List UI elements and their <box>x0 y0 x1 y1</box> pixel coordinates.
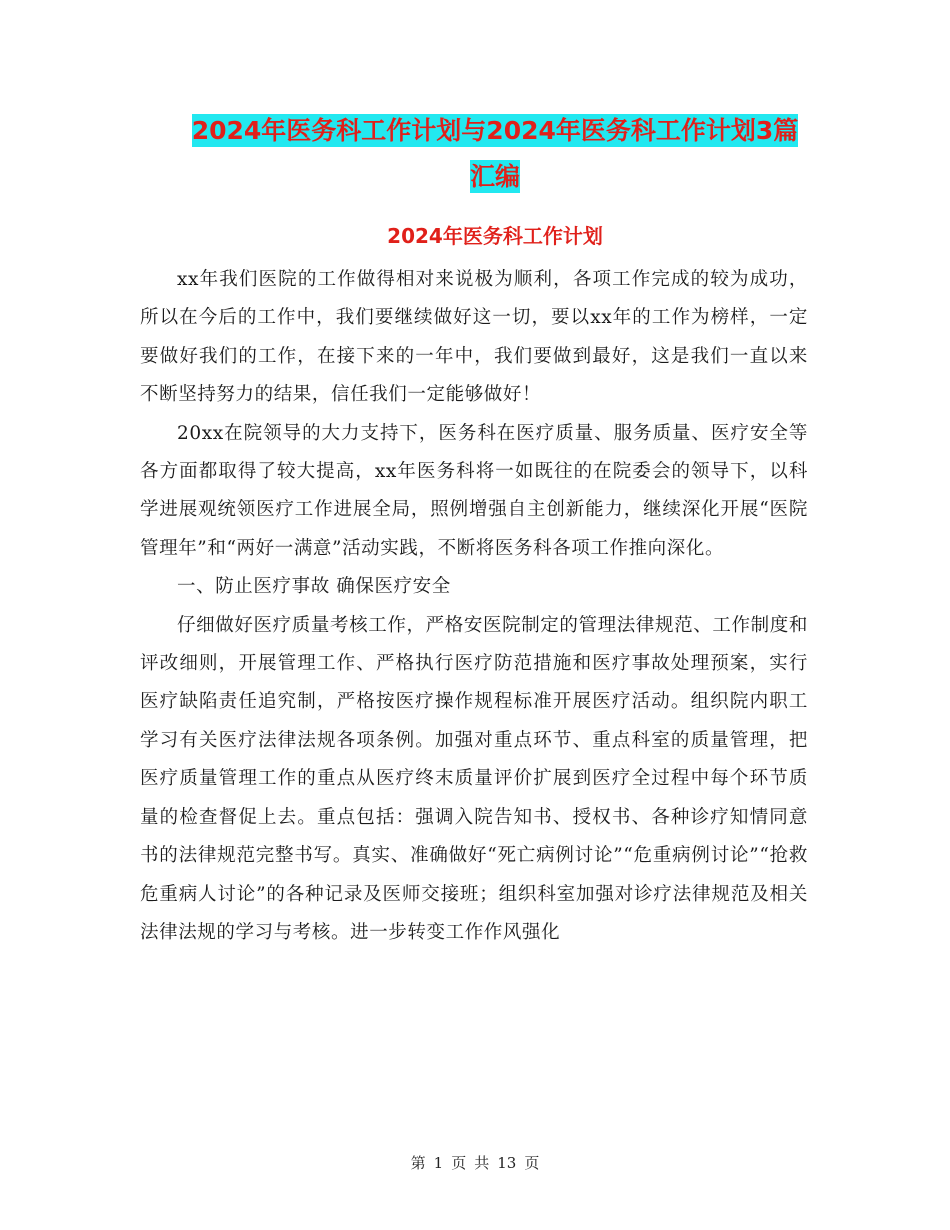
document-body <box>140 261 808 952</box>
footer-total-label: 共 <box>474 1154 490 1172</box>
footer-total-pages: 13 <box>497 1154 517 1172</box>
document-title <box>140 108 850 200</box>
paragraph-intro: xx年我们医院的工作做得相对来说极为顺利，各项工作完成的较为成功，所以在今后的工作中，我们要继续做好这一切，要以xx年的工作为榜样，一定要做好我们的工作，在接下来的一年中，我们要做到最好，这是我们一直以来不断坚持努力的结果，信任我们一定能够做好！ <box>140 269 808 406</box>
document-title-line2: 汇编 <box>469 162 520 191</box>
footer-page-label: 页 <box>451 1154 467 1172</box>
footer-suffix: 页 <box>524 1154 540 1172</box>
paragraph-section-1: 仔细做好医疗质量考核工作，严格安医院制定的管理法律规范、工作制度和评改细则，开展管理工作、严格执行医疗防范措施和医疗事故处理预案，实行医疗缺陷责任追究制，严格按医疗操作规程标准开展医疗活动。组织院内职工学习有关医疗法律法规各项条例。加强对重点环节、重点科室的质量管理，把医疗质量管理工作的重点从医疗终末质量评价扩展到医疗全过程中每个环节质量的检查督促上去。重点包括：强调入院告知书、授权书、各种诊疗知情同意书的法律规范完整书写。真实、准确做好“死亡病例讨论”“危重病例讨论”“抢救危重病人讨论”的各种记录及医师交接班；组织科室加强对诊疗法律规范及相关法律法规的学习与考核。进一步转变工作作风强化 <box>140 614 808 943</box>
footer-page-number: 1 <box>433 1154 444 1172</box>
page-footer <box>0 1152 950 1174</box>
paragraph-overview: 20xx在院领导的大力支持下，医务科在医疗质量、服务质量、医疗安全等各方面都取得了较大提高，xx年医务科将一如既往的在院委会的领导下，以科学进展观统领医疗工作进展全局，照例增强自主创新能力，继续深化开展“医院管理年”和“两好一满意”活动实践，不断将医务科各项工作推向深化。 <box>140 422 808 559</box>
section-title: 2024年医务科工作计划 <box>387 224 603 248</box>
document-title-line1: 2024年医务科工作计划与2024年医务科工作计划3篇 <box>191 116 799 145</box>
footer-prefix: 第 <box>410 1154 426 1172</box>
heading-section-1: 一、防止医疗事故 确保医疗安全 <box>177 576 451 598</box>
